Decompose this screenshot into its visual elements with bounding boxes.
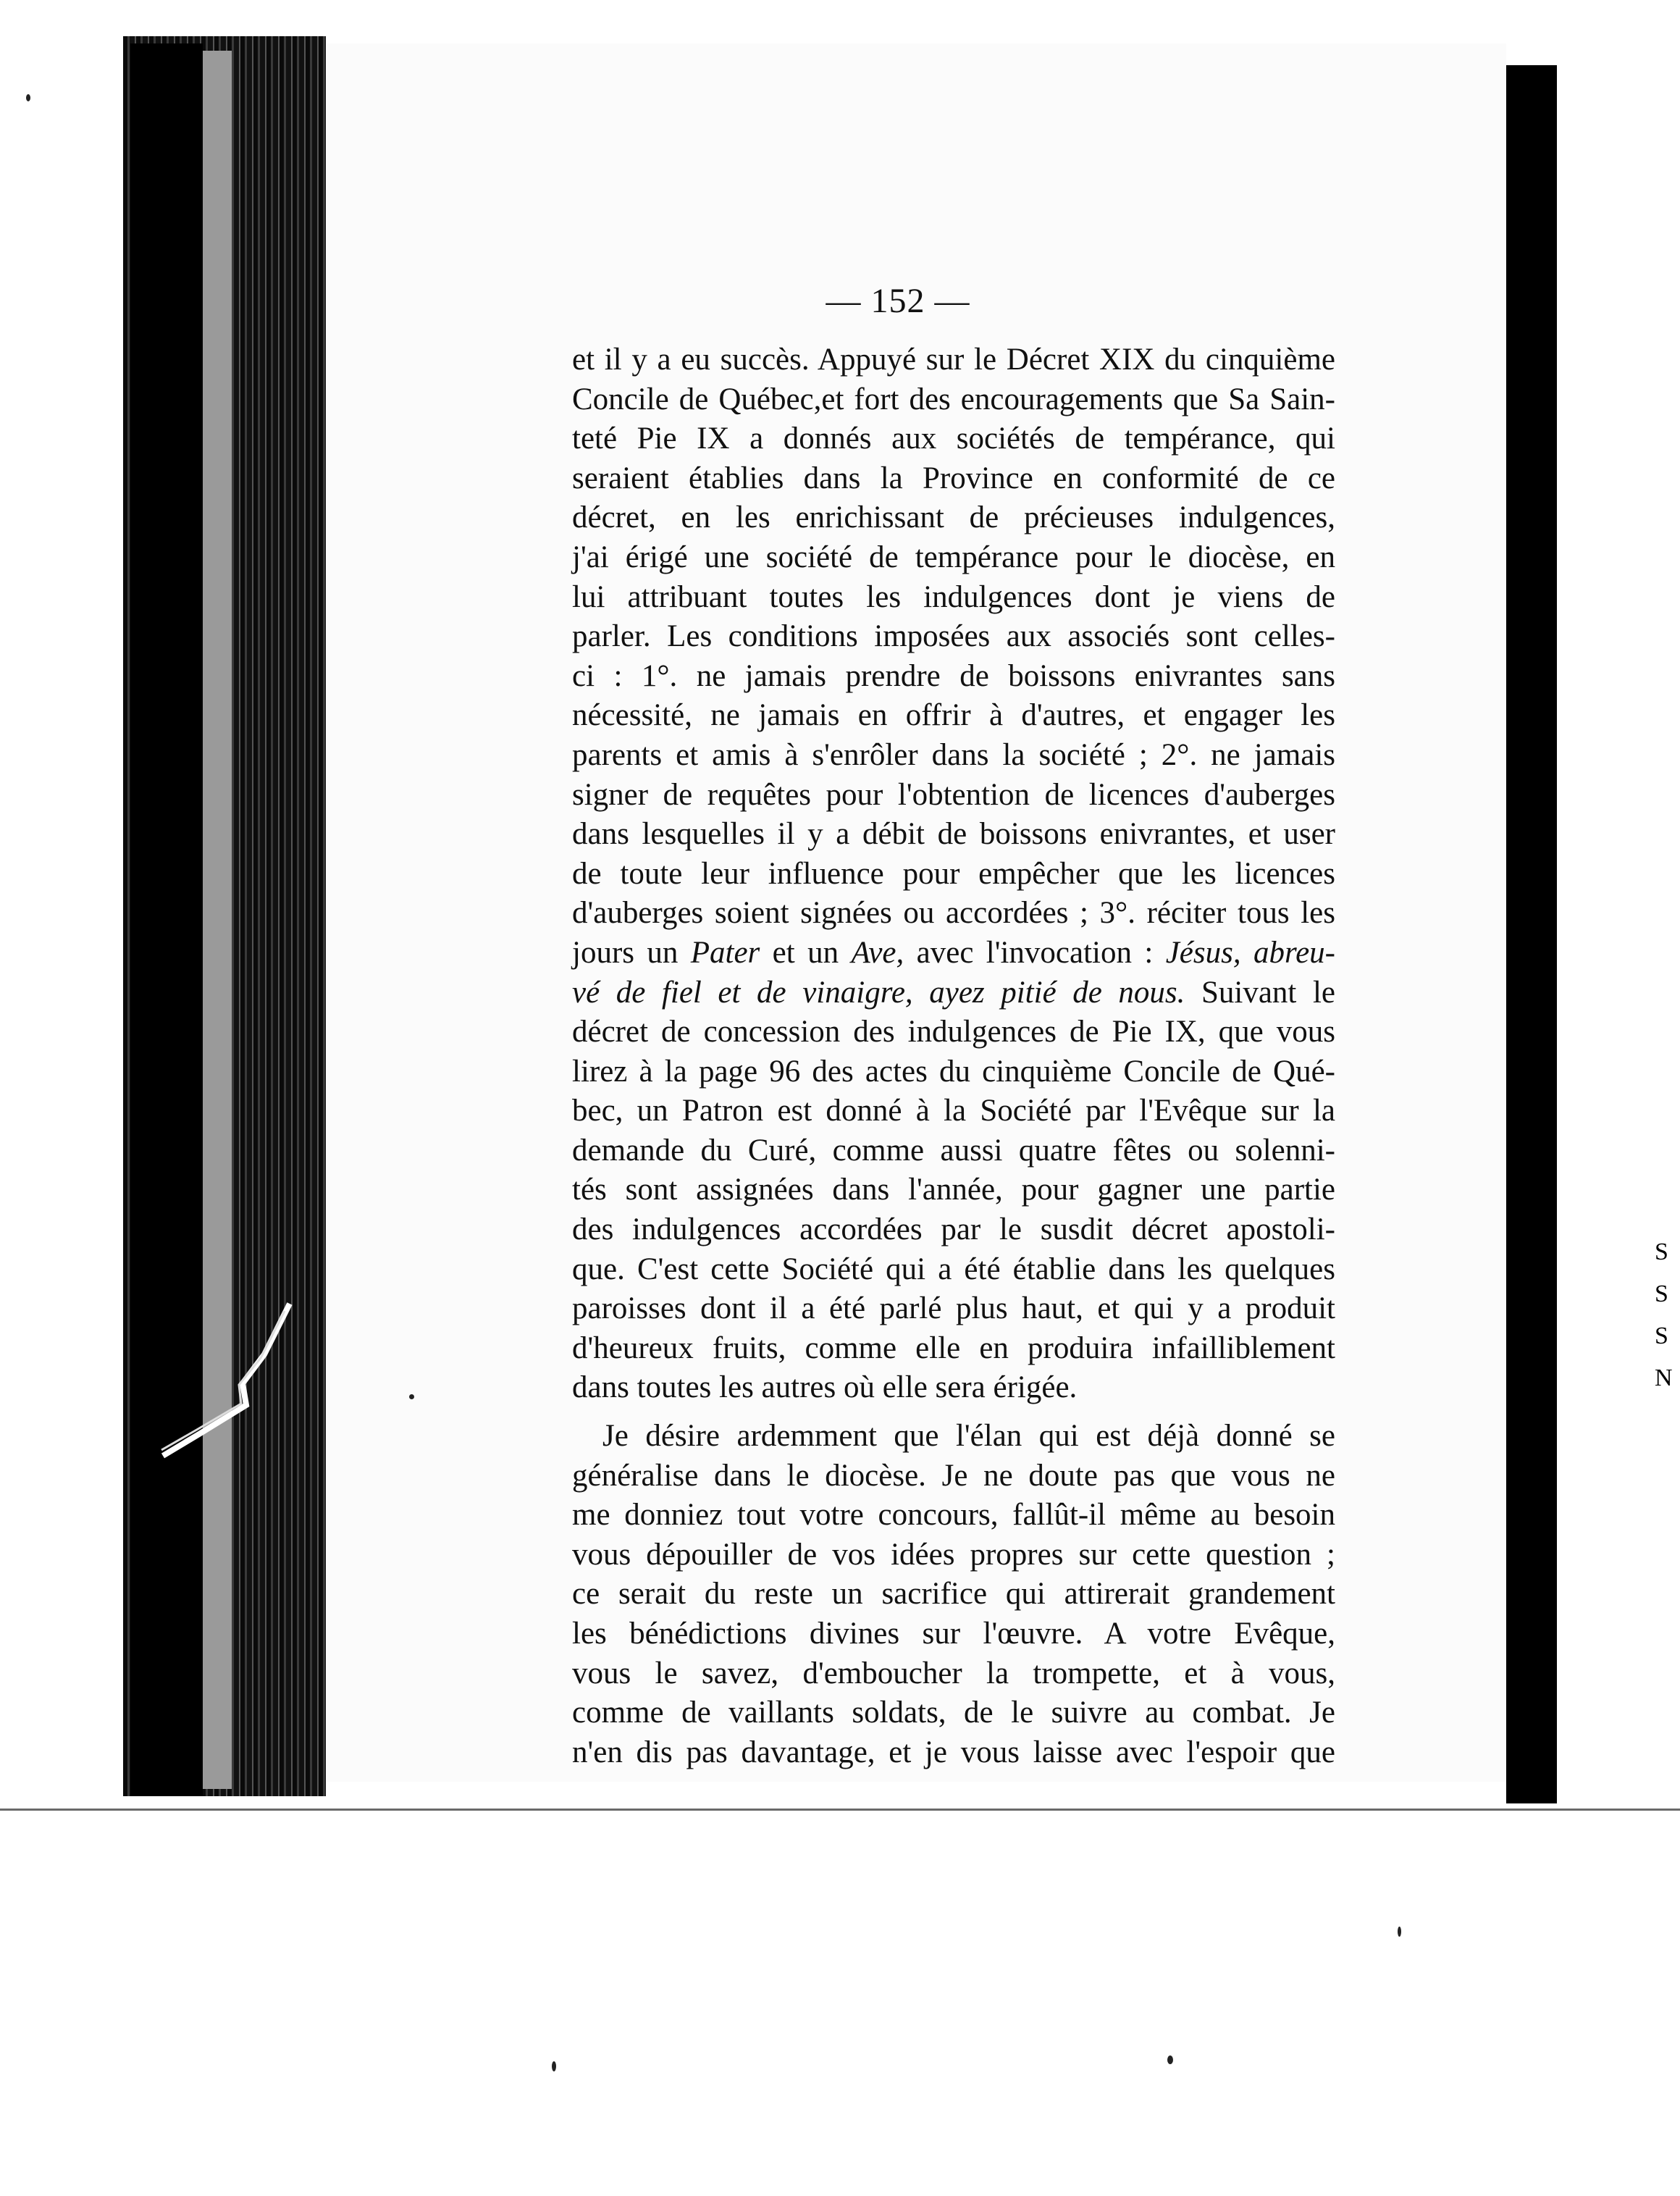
text-line: ci : 1°. ne jamais prendre de boissons enivrantes sans (572, 658, 1335, 693)
text-line: généralise dans le diocèse. Je ne doute pas que vous ne (572, 1458, 1335, 1493)
text-line: bec, un Patron est donné à la Société par l'Evêque sur la (572, 1094, 1335, 1128)
text-line: seraient établies dans la Province en conformité de ce (572, 461, 1335, 495)
text-segment: Suivant le (1185, 975, 1335, 1010)
text-line: dans lesquelles il y a débit de boissons enivrantes, et user (572, 817, 1335, 852)
ave-italic: Ave, (851, 935, 904, 970)
text-line: comme de vaillants soldats, de le suivre au combat. Je (572, 1696, 1335, 1730)
paragraph-1 (572, 340, 1335, 1408)
text-line: lui attribuant toutes les indulgences dont je viens de (572, 579, 1335, 614)
text-line: que. C'est cette Société qui a été établie dans les quelques (572, 1252, 1335, 1286)
pater-italic: Pater (690, 935, 760, 970)
margin-letter: S (1655, 1239, 1668, 1265)
text-line: n'en dis pas davantage, et je vous laisse avec l'espoir que (572, 1735, 1335, 1769)
text-line: lirez à la page 96 des actes du cinquième Concile de Qué- (572, 1054, 1335, 1089)
speck (26, 94, 30, 101)
text-line: les bénédictions divines sur l'œuvre. A votre Evêque, (572, 1617, 1335, 1651)
text-segment: avec l'invocation : (904, 935, 1166, 970)
text-line: décret de concession des indulgences de Pie IX, que vous (572, 1015, 1335, 1049)
paper-tear-mark (156, 1296, 301, 1463)
text-line: parents et amis à s'enrôler dans la société ; 2°. ne jamais (572, 737, 1335, 772)
text-line: d'heureux fruits, comme elle en produira infailliblement (572, 1330, 1335, 1365)
text-line: vous dépouiller de vos idées propres sur cette question ; (572, 1537, 1335, 1572)
text-line: teté Pie IX a donnés aux sociétés de tempérance, qui (572, 422, 1335, 456)
text-line: des indulgences accordées par le susdit décret apostoli- (572, 1212, 1335, 1247)
scan-artifact-line (0, 1809, 1680, 1811)
text-line: dans toutes les autres où elle sera érigée. (572, 1370, 1078, 1405)
text-line: parler. Les conditions imposées aux associés sont celles- (572, 619, 1335, 654)
speck (409, 1394, 414, 1399)
margin-letter: S (1655, 1323, 1668, 1349)
text-line: de toute leur influence pour empêcher que les licences (572, 856, 1335, 891)
text-line: demande du Curé, comme aussi quatre fêtes ou solenni- (572, 1133, 1335, 1168)
text-line: Concile de Québec,et fort des encouragements que Sa Sain- (572, 382, 1335, 416)
invocation-italic: vé de fiel et de vinaigre, ayez pitié de nous. (572, 975, 1185, 1010)
speck (1167, 2055, 1173, 2064)
page-number: — 152 — (826, 282, 970, 320)
text-segment: jours un (572, 935, 691, 970)
text-line: ce serait du reste un sacrifice qui attirerait grandement (572, 1577, 1335, 1612)
text-line: paroisses dont il a été parlé plus haut, et qui y a produit (572, 1291, 1335, 1326)
margin-letter: S (1655, 1281, 1668, 1307)
text-line: Je désire ardemment que l'élan qui est déjà donné se (602, 1419, 1335, 1454)
text-line: et il y a eu succès. Appuyé sur le Décret XIX du cinquième (572, 343, 1335, 377)
speck (1398, 1927, 1401, 1937)
right-scan-border (1506, 65, 1557, 1803)
text-line: nécessité, ne jamais en offrir à d'autres, et engager les (572, 698, 1335, 733)
text-line: tés sont assignées dans l'année, pour gagner une partie (572, 1173, 1335, 1207)
speck (552, 2061, 556, 2071)
margin-letter: N (1655, 1365, 1673, 1391)
text-line: d'auberges soient signées ou accordées ; 3°. réciter tous les (572, 896, 1335, 931)
text-line: vous le savez, d'emboucher la trompette, et à vous, (572, 1656, 1335, 1690)
adjacent-page-letters (1655, 1231, 1676, 1449)
text-line: décret, en les enrichissant de précieuses indulgences, (572, 500, 1335, 535)
text-line: me donniez tout votre concours, fallût-il même au besoin (572, 1498, 1335, 1533)
text-line: signer de requêtes pour l'obtention de licences d'auberges (572, 777, 1335, 812)
text-line-invocation-end (572, 973, 1335, 1013)
body-text (572, 340, 1335, 1772)
paragraph-2 (572, 1417, 1335, 1772)
invocation-italic: Jésus, abreu- (1165, 935, 1335, 970)
text-line-invocation (572, 934, 1335, 973)
text-line: j'ai érigé une société de tempérance pour le diocèse, en (572, 540, 1335, 574)
text-segment: et un (760, 935, 852, 970)
